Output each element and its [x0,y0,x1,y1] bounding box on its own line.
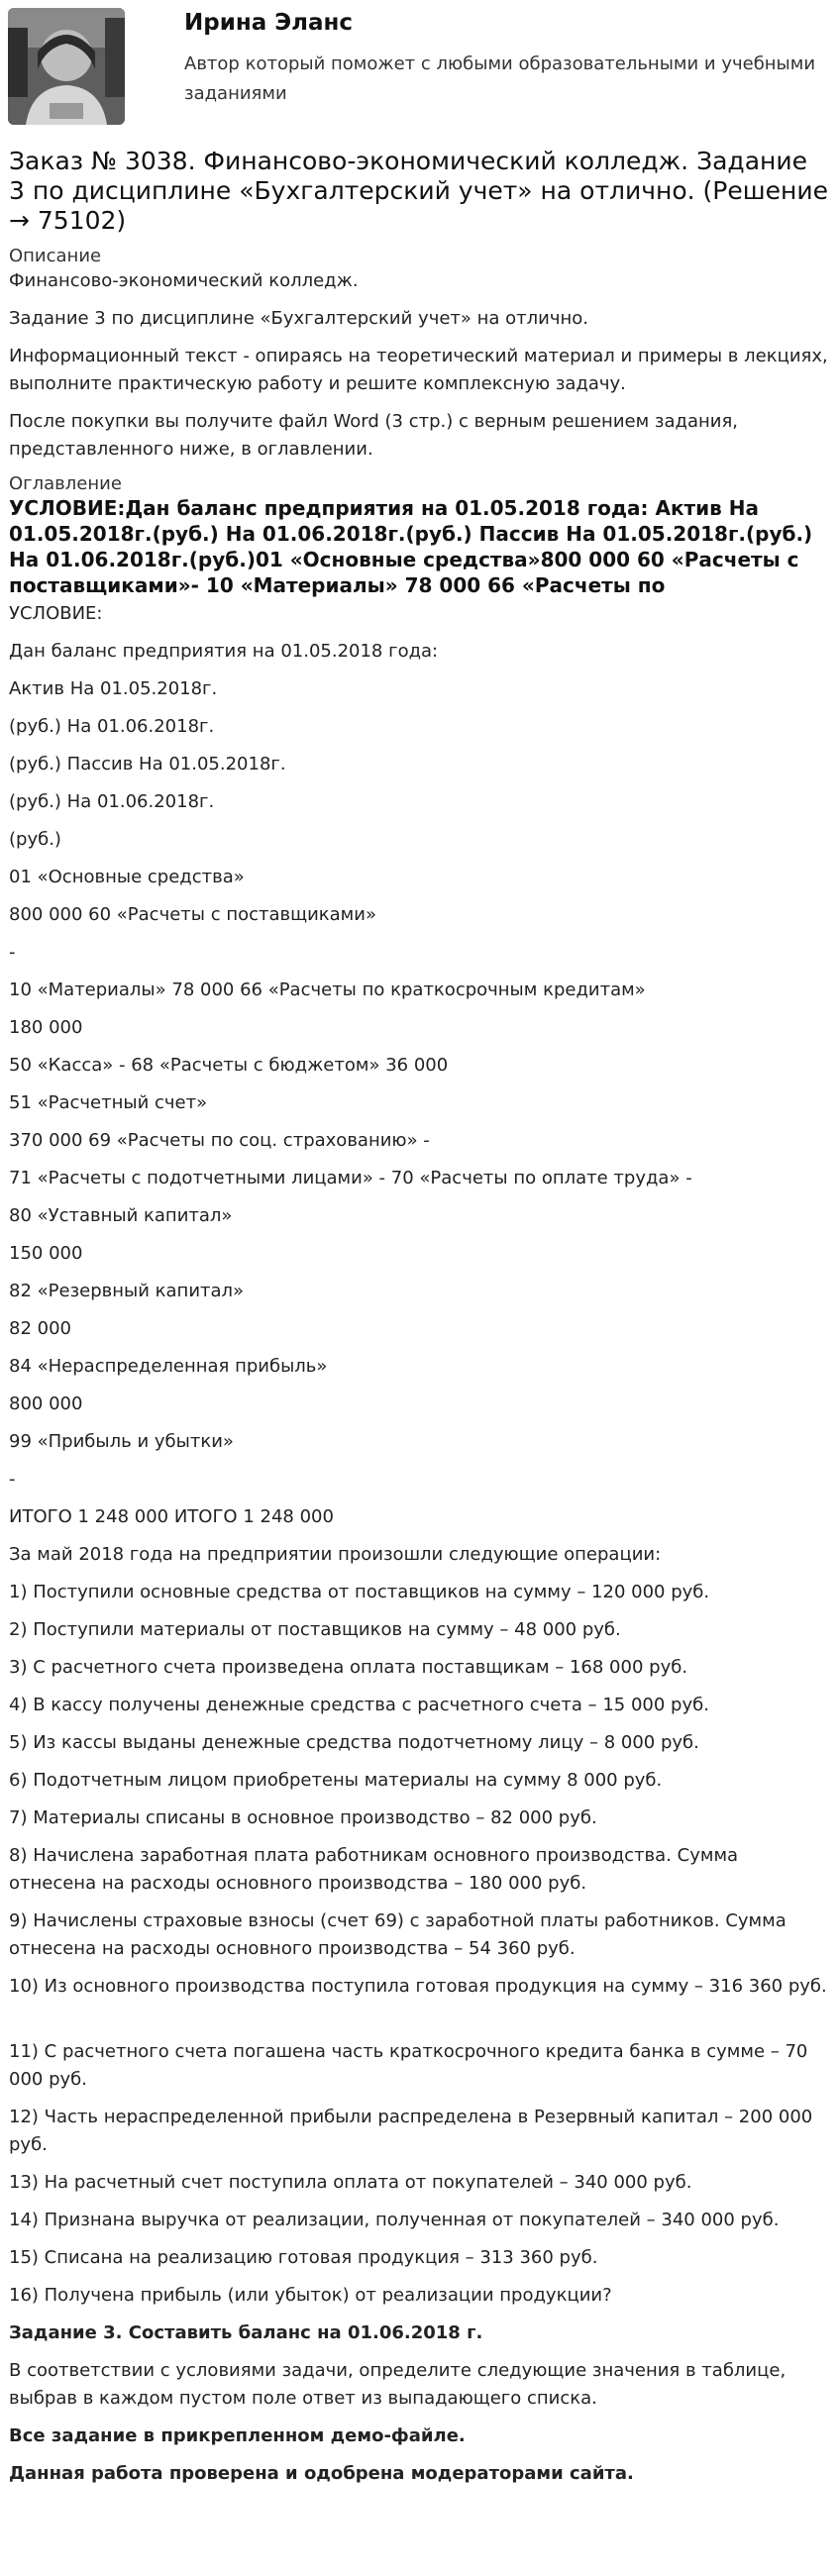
description-paragraph: Финансово-экономический колледж. [9,270,359,291]
condition-line: 150 000 [9,1243,83,1264]
author-avatar[interactable] [8,8,125,125]
description-paragraph: Информационный текст - опираясь на теоретический материал и примеры в лекциях, выполните практическую работу и решите комплексную задачу. [9,346,828,394]
condition-line: 6) Подотчетным лицом приобретены материалы на сумму 8 000 руб. [9,1770,663,1791]
toc-text: УСЛОВИЕ:Дан баланс предприятия на 01.05.2018 года: Актив На 01.05.2018г.(руб.) На 01.06.2018г.(руб.) Пассив На 01.05.2018г.(руб.) На 01.06.2018г.(руб.)01 «Основные средства»800 000 60 «Расчеты с поставщиками»- 10 «Материалы» 78 000 66 «Расчеты по [9,496,813,597]
condition-line: 10 «Материалы» 78 000 66 «Расчеты по краткосрочным кредитам» [9,979,646,1000]
author-description: Автор который поможет с любыми образовательными и учебными заданиями [184,53,816,104]
condition-line: 3) С расчетного счета произведена оплата поставщикам – 168 000 руб. [9,1657,688,1678]
condition-line: - [9,1469,16,1490]
condition-line: - [9,942,16,963]
condition-line: 99 «Прибыль и убытки» [9,1431,234,1452]
condition-line: 84 «Нераспределенная прибыль» [9,1356,328,1377]
condition-line: В соответствии с условиями задачи, определите следующие значения в таблице, выбрав в каждом пустом поле ответ из выпадающего списка. [9,2360,787,2409]
condition-section [9,600,830,2498]
condition-line: 80 «Уставный капитал» [9,1205,233,1226]
author-header [0,0,839,127]
condition-line: 4) В кассу получены денежные средства с расчетного счета – 15 000 руб. [9,1695,709,1715]
condition-line: 71 «Расчеты с подотчетными лицами» - 70 «Расчеты по оплате труда» - [9,1168,692,1188]
condition-line: Задание 3. Составить баланс на 01.06.2018 г. [9,2322,483,2343]
order-content [0,147,839,2498]
condition-line: 8) Начислена заработная плата работникам основного производства. Сумма отнесена на расходы основного производства – 180 000 руб. [9,1845,739,1894]
condition-line: (руб.) [9,829,61,850]
condition-line: 12) Часть нераспределенной прибыли распределена в Резервный капитал – 200 000 руб. [9,2107,813,2155]
condition-line: (руб.) Пассив На 01.05.2018г. [9,754,286,774]
condition-line: 82 000 [9,1318,71,1339]
condition-line: 15) Списана на реализацию готовая продукция – 313 360 руб. [9,2247,598,2268]
condition-line: (руб.) На 01.06.2018г. [9,791,215,812]
condition-line: За май 2018 года на предприятии произошли следующие операции: [9,1544,662,1565]
condition-line: Дан баланс предприятия на 01.05.2018 года: [9,641,439,662]
condition-line: 370 000 69 «Расчеты по соц. страхованию» - [9,1130,430,1151]
description-label: Описание [9,246,102,266]
condition-line: 14) Признана выручка от реализации, полученная от покупателей – 340 000 руб. [9,2210,780,2230]
condition-line: Актив На 01.05.2018г. [9,678,218,699]
condition-line: Все задание в прикрепленном демо-файле. [9,2425,466,2446]
condition-line: 7) Материалы списаны в основное производство – 82 000 руб. [9,1807,597,1828]
condition-line: 50 «Касса» - 68 «Расчеты с бюджетом» 36 000 [9,1055,449,1076]
condition-line: 16) Получена прибыль (или убыток) от реализации продукции? [9,2285,612,2306]
author-name[interactable]: Ирина Эланс [184,10,354,36]
condition-line: 51 «Расчетный счет» [9,1092,208,1113]
condition-line: 82 «Резервный капитал» [9,1281,245,1301]
description-paragraph: После покупки вы получите файл Word (3 стр.) с верным решением задания, представленного ниже, в оглавлении. [9,411,738,460]
condition-line: 9) Начислены страховые взносы (счет 69) с заработной платы работников. Сумма отнесена на расходы основного производства – 54 360 руб. [9,1910,787,1959]
condition-line: 2) Поступили материалы от поставщиков на сумму – 48 000 руб. [9,1619,621,1640]
description-paragraph: Задание 3 по дисциплине «Бухгалтерский учет» на отлично. [9,308,588,329]
toc-label: Оглавление [9,473,122,494]
condition-line: Данная работа проверена и одобрена модераторами сайта. [9,2463,634,2484]
condition-line: 180 000 [9,1017,83,1038]
condition-line: 10) Из основного производства поступила готовая продукция на сумму – 316 360 руб. [9,1976,827,1997]
condition-line: 11) С расчетного счета погашена часть краткосрочного кредита банка в сумме – 70 000 руб. [9,2041,808,2090]
condition-line: 13) На расчетный счет поступила оплата от покупателей – 340 000 руб. [9,2172,692,2193]
condition-line: УСЛОВИЕ: [9,603,103,624]
condition-line: ИТОГО 1 248 000 ИТОГО 1 248 000 [9,1506,334,1527]
condition-line: 800 000 [9,1393,83,1414]
condition-line: 1) Поступили основные средства от поставщиков на сумму – 120 000 руб. [9,1582,710,1602]
avatar-photo-icon [8,8,125,125]
condition-line: (руб.) На 01.06.2018г. [9,716,215,737]
condition-line: 5) Из кассы выданы денежные средства подотчетному лицу – 8 000 руб. [9,1732,699,1753]
description-section [9,267,830,464]
condition-line: 800 000 60 «Расчеты с поставщиками» [9,904,376,925]
condition-line: 01 «Основные средства» [9,867,245,887]
order-title: Заказ № 3038. Финансово-экономический колледж. Задание 3 по дисциплине «Бухгалтерский учет» на отлично. (Решение → 75102) [9,147,828,235]
